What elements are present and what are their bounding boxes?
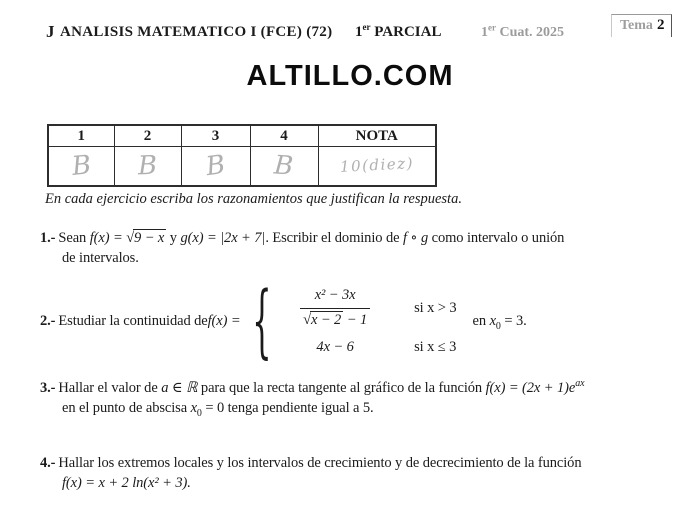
q3-text: en el punto de abscisa <box>62 399 191 416</box>
question-number: 1.- <box>40 230 56 246</box>
q1-text: Sean <box>58 230 90 246</box>
q2-tail-subscript: 0 <box>495 321 501 333</box>
grade-table-header-row <box>48 125 436 147</box>
question-3-line-1 <box>40 379 584 399</box>
grade-table-value-row <box>48 147 436 187</box>
fraction-denominator <box>300 308 370 331</box>
question-1-line-2: de intervalos. <box>62 249 139 266</box>
cuat-number: 1 <box>481 25 488 40</box>
q2-tail-var: x <box>489 313 496 330</box>
grade-cell-3 <box>181 147 250 187</box>
grade-cell-2 <box>114 147 181 187</box>
q2-evaluation-point <box>473 312 527 332</box>
question-number: 2.- <box>40 313 56 330</box>
q3-exponent: ax <box>575 378 585 390</box>
grade-header-nota: NOTA <box>318 125 436 147</box>
q1-text: y <box>166 230 181 246</box>
handwritten-grade: B <box>137 150 158 182</box>
q1-formula-f: f(x) = <box>89 230 127 246</box>
grade-table <box>47 124 437 187</box>
q2-text: Estudiar la continuidad de <box>58 313 208 330</box>
parcial-text: PARCIAL <box>370 24 442 40</box>
parcial-number: 1 <box>355 24 363 40</box>
question-1 <box>40 229 564 268</box>
q3-text: = 0 tenga pendiente igual a 5. <box>201 399 374 416</box>
q3-a-in-R: a ∈ ℝ <box>161 380 198 396</box>
case-1-expression <box>280 286 390 330</box>
case-row-1 <box>280 286 456 330</box>
piecewise-brace: { <box>251 275 272 369</box>
q4-text: Hallar los extremos locales y los intervalos de crecimiento y de decrecimiento de la función <box>58 455 582 471</box>
tema-number: 2 <box>656 17 665 33</box>
case-1-condition: si x > 3 <box>414 299 457 316</box>
q2-tail-text: = 3. <box>500 313 527 330</box>
question-3-line-2 <box>62 399 584 419</box>
handwritten-grade: B <box>203 149 228 183</box>
fraction-numerator: x² − 3x <box>314 287 356 304</box>
question-4-line-1 <box>40 454 582 474</box>
denominator-rest: − 1 <box>343 311 368 328</box>
grade-header-4: 4 <box>250 125 318 147</box>
case-2-condition: si x ≤ 3 <box>414 339 457 356</box>
tema-label: Tema <box>620 18 653 33</box>
q2-tail-text: en <box>472 313 490 330</box>
sqrt-sign: √ <box>303 311 311 328</box>
radicand: x − 2 <box>310 311 342 328</box>
q2-formula-f: f(x) = <box>207 313 241 330</box>
cuat-text: Cuat. 2025 <box>496 25 565 40</box>
grade-cell-4 <box>250 147 318 187</box>
parcial-ordinal: er <box>362 22 371 32</box>
grade-header-1: 1 <box>48 125 114 147</box>
q1-text: . Escribir el dominio de <box>265 230 403 246</box>
scan-bracket-mark: J <box>46 22 55 41</box>
q1-formula-g: g(x) = |2x + 7| <box>180 230 266 246</box>
grade-cell-1 <box>48 147 114 187</box>
fraction <box>300 286 370 330</box>
handwritten-grade: B <box>70 150 93 182</box>
case-2-expression: 4x − 6 <box>316 339 354 356</box>
piecewise-cases <box>280 286 456 358</box>
q3-text: Hallar el valor de <box>58 380 162 396</box>
cuatrimestre-label <box>481 22 565 41</box>
cuat-ordinal: er <box>488 22 496 33</box>
q1-composition: f ∘ g <box>402 230 429 246</box>
handwritten-final-grade: 10(diez) <box>339 154 415 176</box>
sqrt-sign: √ <box>126 230 135 246</box>
question-number: 3.- <box>40 380 56 396</box>
q3-text: para que la recta tangente al gráfico de la función <box>197 380 486 396</box>
instruction-text: En cada ejercicio escriba los razonamientos que justifican la respuesta. <box>45 191 462 207</box>
q3-abscissa-var: x <box>190 399 197 416</box>
question-3 <box>40 379 584 418</box>
course-title: ANALISIS MATEMATICO I (FCE) (72) <box>60 24 333 40</box>
question-1-line-1 <box>40 229 564 249</box>
case-row-2 <box>280 338 456 358</box>
q1-text: como intervalo o unión <box>428 230 565 246</box>
radicand: 9 − x <box>134 230 165 246</box>
grade-cell-nota <box>318 147 436 187</box>
grade-header-2: 2 <box>114 125 181 147</box>
question-4 <box>40 454 582 493</box>
question-4-formula: f(x) = x + 2 ln(x² + 3). <box>62 474 191 491</box>
question-number: 4.- <box>40 455 56 471</box>
question-2 <box>40 275 527 369</box>
q3-abscissa-subscript: 0 <box>196 407 202 419</box>
altillo-watermark: ALTILLO.COM <box>246 60 454 92</box>
parcial-label <box>355 24 441 41</box>
q3-formula-f: f(x) = (2x + 1)e <box>485 380 576 396</box>
grade-header-3: 3 <box>181 125 250 147</box>
handwritten-grade: B <box>273 150 295 182</box>
tema-box <box>611 14 672 37</box>
